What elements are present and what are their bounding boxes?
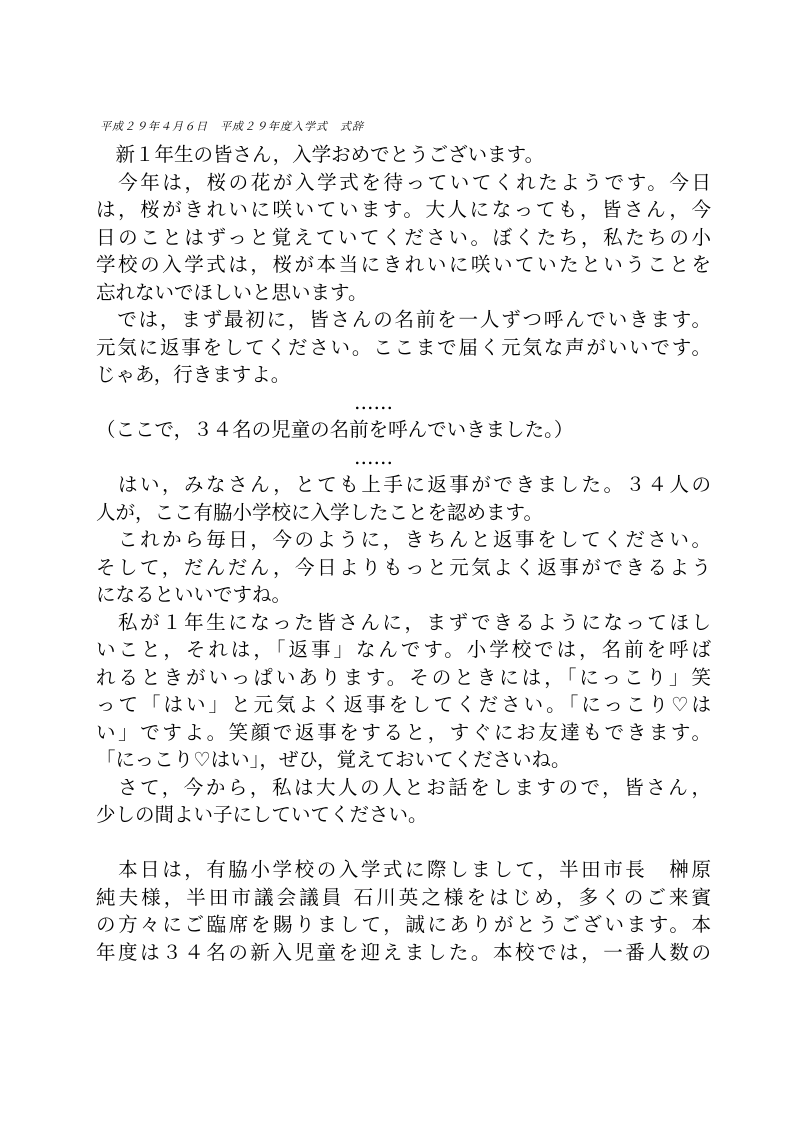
- text-line: はい，みなさん，とても上手に返事ができました。３４人の: [96, 473, 711, 496]
- text-line: いこと，それは，「返事」なんです。小学校では，名前を呼ば: [96, 638, 711, 661]
- text-line: （ここで，３４名の児童の名前を呼んでいきました。）: [96, 418, 574, 441]
- text-line: じゃあ，行きますよ。: [96, 363, 291, 386]
- text-line: 純夫様，半田市議会議員 石川英之様をはじめ，多くのご来賓: [96, 885, 711, 909]
- text-line: って「はい」と元気よく返事をしてください。「にっこり♡は: [96, 693, 711, 716]
- speech-body: [96, 141, 711, 966]
- text-line: 少しの間よい子にしていてください。: [96, 803, 428, 826]
- text-line: 本日は，有脇小学校の入学式に際しまして，半田市長 榊原: [96, 858, 711, 881]
- text-line: 新１年生の皆さん，入学おめでとうございます。: [96, 143, 545, 166]
- blank-line: [96, 829, 711, 857]
- text-line: は，桜がきれいに咲いています。大人になっても，皆さん，今: [96, 198, 711, 221]
- text-line: さて，今から，私は大人の人とお話をしますので，皆さん，: [96, 775, 711, 799]
- text-line: では，まず最初に，皆さんの名前を一人ずつ呼んでいきます。: [96, 308, 711, 331]
- text-line: れるときがいっぱいあります。そのときには，「にっこり」笑: [96, 665, 711, 689]
- text-line: 忘れないでほしいと思います。: [96, 280, 368, 304]
- text-line: 学校の入学式は，桜が本当にきれいに咲いていたということを: [96, 253, 711, 276]
- text-line: これから毎日，今のように，きちんと返事をしてください。: [96, 528, 711, 551]
- text-line: になるといいですね。: [96, 583, 292, 606]
- text-line: ……: [354, 445, 393, 469]
- text-line: そして，だんだん，今日よりもっと元気よく返事ができるよう: [96, 555, 711, 579]
- text-line: 私が１年生になった皆さんに，まずできるようになってほし: [96, 610, 711, 634]
- text-line: 今年は，桜の花が入学式を待っていてくれたようです。今日: [96, 170, 711, 194]
- text-line: 日のことはずっと覚えていてください。ぼくたち，私たちの小: [96, 225, 711, 249]
- document-heading: 平成２９年４月６日 平成２９年度入学式 式辞: [100, 120, 364, 133]
- text-line: ……: [354, 390, 393, 414]
- text-line: い」ですよ。笑顔で返事をすると，すぐにお友達もできます。: [96, 720, 711, 744]
- text-line: 人が，ここ有脇小学校に入学したことを認めます。: [96, 500, 543, 524]
- text-line: の方々にご臨席を賜りまして，誠にありがとうございます。本: [96, 913, 711, 936]
- text-line: 「にっこり♡はい」，ぜひ，覚えておいてくださいね。: [96, 748, 571, 771]
- text-line: 元気に返事をしてください。ここまで届く元気な声がいいです。: [96, 335, 711, 359]
- text-line: 年度は３４名の新入児童を迎えました。本校では，一番人数の: [96, 940, 711, 964]
